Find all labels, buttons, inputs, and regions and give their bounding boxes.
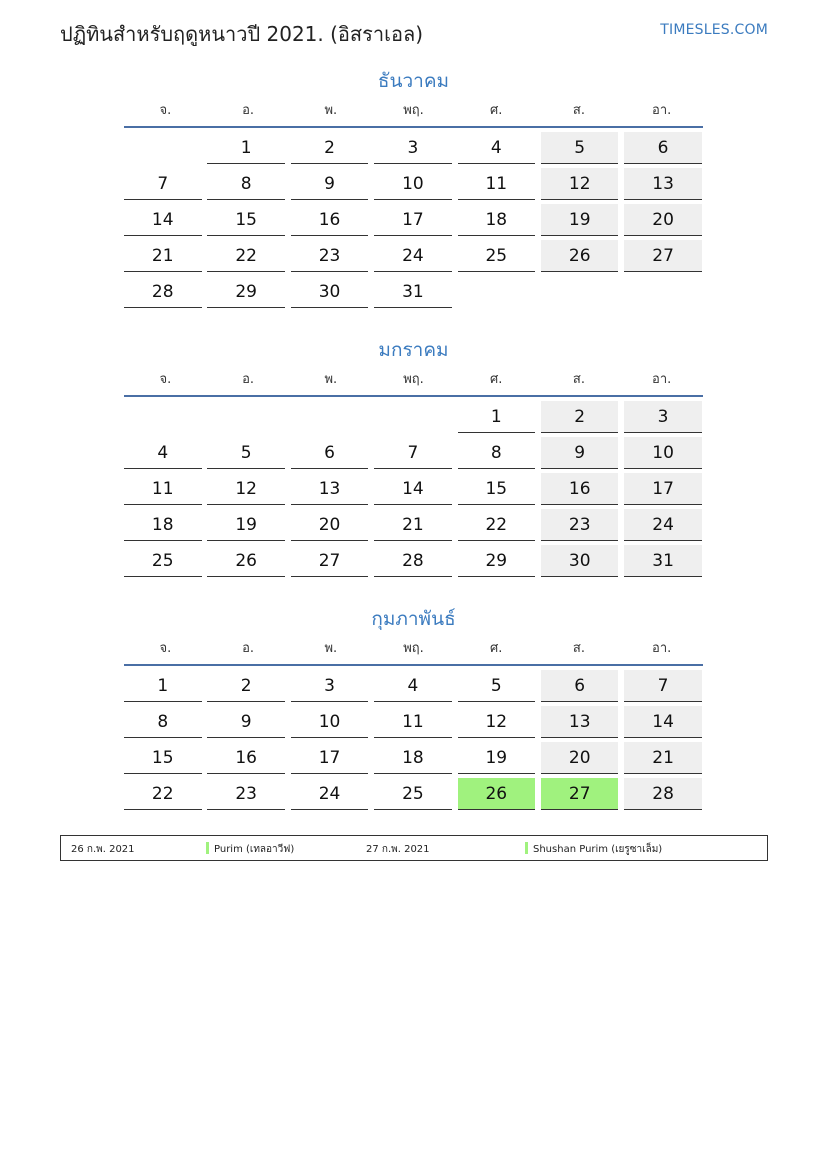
holiday-day-cell[interactable]: 27 bbox=[541, 778, 619, 810]
day-cell[interactable]: 23 bbox=[207, 778, 285, 810]
legend-holiday-name: Shushan Purim (เยรูซาเล็ม) bbox=[533, 844, 663, 855]
day-cell[interactable]: 9 bbox=[291, 168, 369, 200]
day-cell[interactable]: 17 bbox=[291, 742, 369, 774]
weekday-label: อ. bbox=[242, 103, 255, 118]
weekday-label: ส. bbox=[572, 641, 585, 656]
weekday-header bbox=[124, 638, 703, 666]
day-cell[interactable]: 8 bbox=[207, 168, 285, 200]
day-cell[interactable]: 4 bbox=[458, 132, 536, 164]
day-cell[interactable]: 26 bbox=[541, 240, 619, 272]
day-cell[interactable]: 18 bbox=[374, 742, 452, 774]
day-cell[interactable]: 14 bbox=[124, 204, 202, 236]
holiday-color-marker bbox=[206, 842, 209, 854]
day-cell[interactable]: 21 bbox=[374, 509, 452, 541]
day-cell[interactable]: 1 bbox=[458, 401, 536, 433]
day-cell[interactable]: 17 bbox=[624, 473, 702, 505]
day-cell[interactable]: 14 bbox=[624, 706, 702, 738]
day-cell[interactable]: 20 bbox=[291, 509, 369, 541]
month-title: ธันวาคม bbox=[377, 70, 450, 92]
day-cell[interactable]: 8 bbox=[458, 437, 536, 469]
empty-day-cell bbox=[624, 276, 702, 308]
legend-holiday-name: Purim (เทลอาวีฟ) bbox=[214, 844, 295, 855]
day-cell[interactable]: 7 bbox=[124, 168, 202, 200]
empty-day-cell bbox=[207, 401, 285, 433]
holiday-day-cell[interactable]: 26 bbox=[458, 778, 536, 810]
day-cell[interactable]: 2 bbox=[291, 132, 369, 164]
empty-day-cell bbox=[458, 276, 536, 308]
legend-date: 26 ก.พ. 2021 bbox=[71, 844, 135, 855]
weekday-header bbox=[124, 100, 703, 128]
day-cell[interactable]: 14 bbox=[374, 473, 452, 505]
day-cell[interactable]: 22 bbox=[458, 509, 536, 541]
day-cell[interactable]: 22 bbox=[124, 778, 202, 810]
day-cell[interactable]: 6 bbox=[291, 437, 369, 469]
weekday-label: จ. bbox=[159, 103, 172, 118]
month-title: มกราคม bbox=[378, 339, 449, 361]
day-cell[interactable]: 24 bbox=[291, 778, 369, 810]
day-cell[interactable]: 15 bbox=[124, 742, 202, 774]
empty-day-cell bbox=[124, 401, 202, 433]
day-cell[interactable]: 25 bbox=[124, 545, 202, 577]
day-cell[interactable]: 19 bbox=[458, 742, 536, 774]
weekday-label: อา. bbox=[652, 372, 672, 387]
weekday-label: จ. bbox=[159, 641, 172, 656]
weekday-label: ศ. bbox=[490, 641, 503, 656]
empty-day-cell bbox=[124, 132, 202, 164]
day-cell[interactable]: 11 bbox=[458, 168, 536, 200]
day-grid bbox=[124, 397, 703, 581]
weekday-header bbox=[124, 369, 703, 397]
day-cell[interactable]: 6 bbox=[541, 670, 619, 702]
holiday-color-marker bbox=[525, 842, 528, 854]
day-cell[interactable]: 30 bbox=[541, 545, 619, 577]
weekday-label: ส. bbox=[572, 372, 585, 387]
day-cell[interactable]: 8 bbox=[124, 706, 202, 738]
day-cell[interactable]: 24 bbox=[624, 509, 702, 541]
day-cell[interactable]: 27 bbox=[291, 545, 369, 577]
brand-link[interactable]: TIMESLES.COM bbox=[660, 22, 768, 38]
day-cell[interactable]: 17 bbox=[374, 204, 452, 236]
day-cell[interactable]: 7 bbox=[374, 437, 452, 469]
page-title: ปฏิทินสำหรับฤดูหนาวปี 2021. (อิสราเอล) bbox=[60, 22, 424, 46]
day-cell[interactable]: 20 bbox=[624, 204, 702, 236]
legend-date: 27 ก.พ. 2021 bbox=[366, 844, 430, 855]
day-cell[interactable]: 11 bbox=[124, 473, 202, 505]
day-cell[interactable]: 30 bbox=[291, 276, 369, 308]
day-cell[interactable]: 9 bbox=[207, 706, 285, 738]
day-cell[interactable]: 15 bbox=[207, 204, 285, 236]
day-grid bbox=[124, 128, 703, 312]
day-cell[interactable]: 31 bbox=[624, 545, 702, 577]
weekday-label: พ. bbox=[324, 103, 338, 118]
day-cell[interactable]: 16 bbox=[207, 742, 285, 774]
day-cell[interactable]: 23 bbox=[291, 240, 369, 272]
day-grid bbox=[124, 666, 703, 814]
day-cell[interactable]: 29 bbox=[458, 545, 536, 577]
day-cell[interactable]: 31 bbox=[374, 276, 452, 308]
holiday-legend bbox=[60, 835, 768, 861]
weekday-label: ศ. bbox=[490, 103, 503, 118]
weekday-label: จ. bbox=[159, 372, 172, 387]
day-cell[interactable]: 25 bbox=[374, 778, 452, 810]
day-cell[interactable]: 5 bbox=[541, 132, 619, 164]
day-cell[interactable]: 10 bbox=[624, 437, 702, 469]
day-cell[interactable]: 12 bbox=[541, 168, 619, 200]
day-cell[interactable]: 7 bbox=[624, 670, 702, 702]
day-cell[interactable]: 3 bbox=[374, 132, 452, 164]
day-cell[interactable]: 22 bbox=[207, 240, 285, 272]
day-cell[interactable]: 24 bbox=[374, 240, 452, 272]
day-cell[interactable]: 13 bbox=[291, 473, 369, 505]
day-cell[interactable]: 4 bbox=[124, 437, 202, 469]
day-cell[interactable]: 3 bbox=[291, 670, 369, 702]
day-cell[interactable]: 26 bbox=[207, 545, 285, 577]
day-cell[interactable]: 12 bbox=[207, 473, 285, 505]
day-cell[interactable]: 13 bbox=[624, 168, 702, 200]
day-cell[interactable]: 28 bbox=[624, 778, 702, 810]
weekday-label: อ. bbox=[242, 641, 255, 656]
month-title: กุมภาพันธ์ bbox=[371, 608, 456, 630]
weekday-label: ส. bbox=[572, 103, 585, 118]
weekday-label: อา. bbox=[652, 641, 672, 656]
day-cell[interactable]: 10 bbox=[291, 706, 369, 738]
page-header bbox=[60, 18, 768, 48]
month-february bbox=[124, 604, 703, 814]
weekday-label: ศ. bbox=[490, 372, 503, 387]
weekday-label: พฤ. bbox=[403, 103, 424, 118]
day-cell[interactable]: 27 bbox=[624, 240, 702, 272]
day-cell[interactable]: 21 bbox=[624, 742, 702, 774]
weekday-label: พ. bbox=[324, 372, 338, 387]
weekday-label: อา. bbox=[652, 103, 672, 118]
month-january bbox=[124, 335, 703, 581]
day-cell[interactable]: 19 bbox=[207, 509, 285, 541]
day-cell[interactable]: 3 bbox=[624, 401, 702, 433]
day-cell[interactable]: 16 bbox=[541, 473, 619, 505]
empty-day-cell bbox=[541, 276, 619, 308]
day-cell[interactable]: 19 bbox=[541, 204, 619, 236]
day-cell[interactable]: 20 bbox=[541, 742, 619, 774]
day-cell[interactable]: 2 bbox=[541, 401, 619, 433]
day-cell[interactable]: 6 bbox=[624, 132, 702, 164]
day-cell[interactable]: 5 bbox=[207, 437, 285, 469]
weekday-label: อ. bbox=[242, 372, 255, 387]
day-cell[interactable]: 10 bbox=[374, 168, 452, 200]
weekday-label: พฤ. bbox=[403, 641, 424, 656]
day-cell[interactable]: 4 bbox=[374, 670, 452, 702]
day-cell[interactable]: 18 bbox=[458, 204, 536, 236]
day-cell[interactable]: 21 bbox=[124, 240, 202, 272]
weekday-label: พ. bbox=[324, 641, 338, 656]
empty-day-cell bbox=[374, 401, 452, 433]
day-cell[interactable]: 1 bbox=[124, 670, 202, 702]
day-cell[interactable]: 15 bbox=[458, 473, 536, 505]
day-cell[interactable]: 2 bbox=[207, 670, 285, 702]
day-cell[interactable]: 28 bbox=[374, 545, 452, 577]
empty-day-cell bbox=[291, 401, 369, 433]
day-cell[interactable]: 12 bbox=[458, 706, 536, 738]
weekday-label: พฤ. bbox=[403, 372, 424, 387]
day-cell[interactable]: 29 bbox=[207, 276, 285, 308]
day-cell[interactable]: 1 bbox=[207, 132, 285, 164]
day-cell[interactable]: 23 bbox=[541, 509, 619, 541]
day-cell[interactable]: 5 bbox=[458, 670, 536, 702]
day-cell[interactable]: 13 bbox=[541, 706, 619, 738]
day-cell[interactable]: 9 bbox=[541, 437, 619, 469]
day-cell[interactable]: 28 bbox=[124, 276, 202, 308]
day-cell[interactable]: 11 bbox=[374, 706, 452, 738]
day-cell[interactable]: 25 bbox=[458, 240, 536, 272]
day-cell[interactable]: 18 bbox=[124, 509, 202, 541]
day-cell[interactable]: 16 bbox=[291, 204, 369, 236]
month-december bbox=[124, 66, 703, 312]
